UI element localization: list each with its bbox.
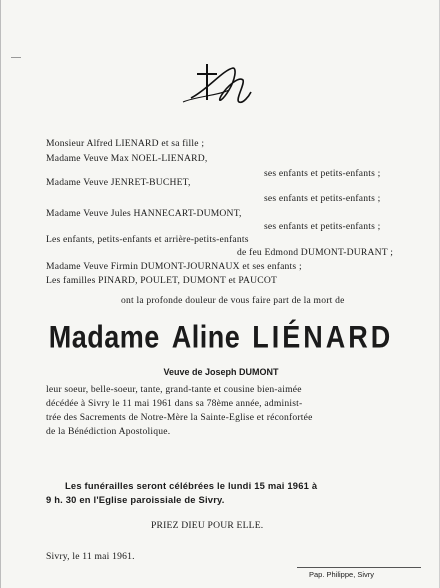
deceased-name (1, 320, 440, 356)
family-line-5: ses enfants et petits-enfants ; (264, 193, 381, 204)
edge-mark (11, 57, 21, 58)
announcement: ont la profonde douleur de vous faire part de la mort de (121, 295, 345, 306)
widow-of: Veuve de Joseph DUMONT (163, 367, 279, 377)
family-line-3: ses enfants et petits-enfants ; (264, 168, 381, 179)
funeral-line-2: 9 h. 30 en l'Eglise paroissiale de Sivry. (46, 494, 225, 505)
description-line-1: leur soeur, belle-soeur, tante, grand-tante et cousine bien-aimée (46, 384, 302, 395)
cross-monogram-icon (177, 60, 257, 112)
date-place: Sivry, le 11 mai 1961. (46, 551, 135, 562)
deceased-surname: LIÉNARD (252, 319, 394, 355)
deceased-title: Madame (48, 319, 160, 355)
family-line-1: Monsieur Alfred LIENARD et sa fille ; (46, 138, 205, 149)
family-line-4: Madame Veuve JENRET-BUCHET, (46, 177, 191, 188)
description-line-3: trée des Sacrements de Notre-Mère la Sainte-Eglise et réconfortée (46, 412, 313, 423)
family-line-7: ses enfants et petits-enfants ; (264, 221, 381, 232)
deceased-first-name: Aline (171, 319, 241, 355)
family-line-2: Madame Veuve Max NOEL-LIENARD, (46, 153, 208, 164)
family-line-10: Madame Veuve Firmin DUMONT-JOURNAUX et ses enfants ; (46, 261, 302, 272)
prayer: PRIEZ DIEU POUR ELLE. (151, 520, 264, 531)
printer-credit: Pap. Philippe, Sivry (309, 570, 375, 579)
family-line-11: Les familles PINARD, POULET, DUMONT et PAUCOT (46, 275, 278, 286)
family-line-8: Les enfants, petits-enfants et arrière-petits-enfants (46, 234, 249, 245)
family-line-6: Madame Veuve Jules HANNECART-DUMONT, (46, 208, 242, 219)
description-line-2: décédée à Sivry le 11 mai 1961 dans sa 78ème année, administ- (46, 398, 303, 409)
funeral-line-1: Les funérailles seront célébrées le lundi 15 mai 1961 à (65, 480, 318, 491)
description-line-4: de la Bénédiction Apostolique. (46, 426, 171, 437)
family-line-9: de feu Edmond DUMONT-DURANT ; (237, 247, 394, 258)
signature-rule (297, 567, 421, 568)
